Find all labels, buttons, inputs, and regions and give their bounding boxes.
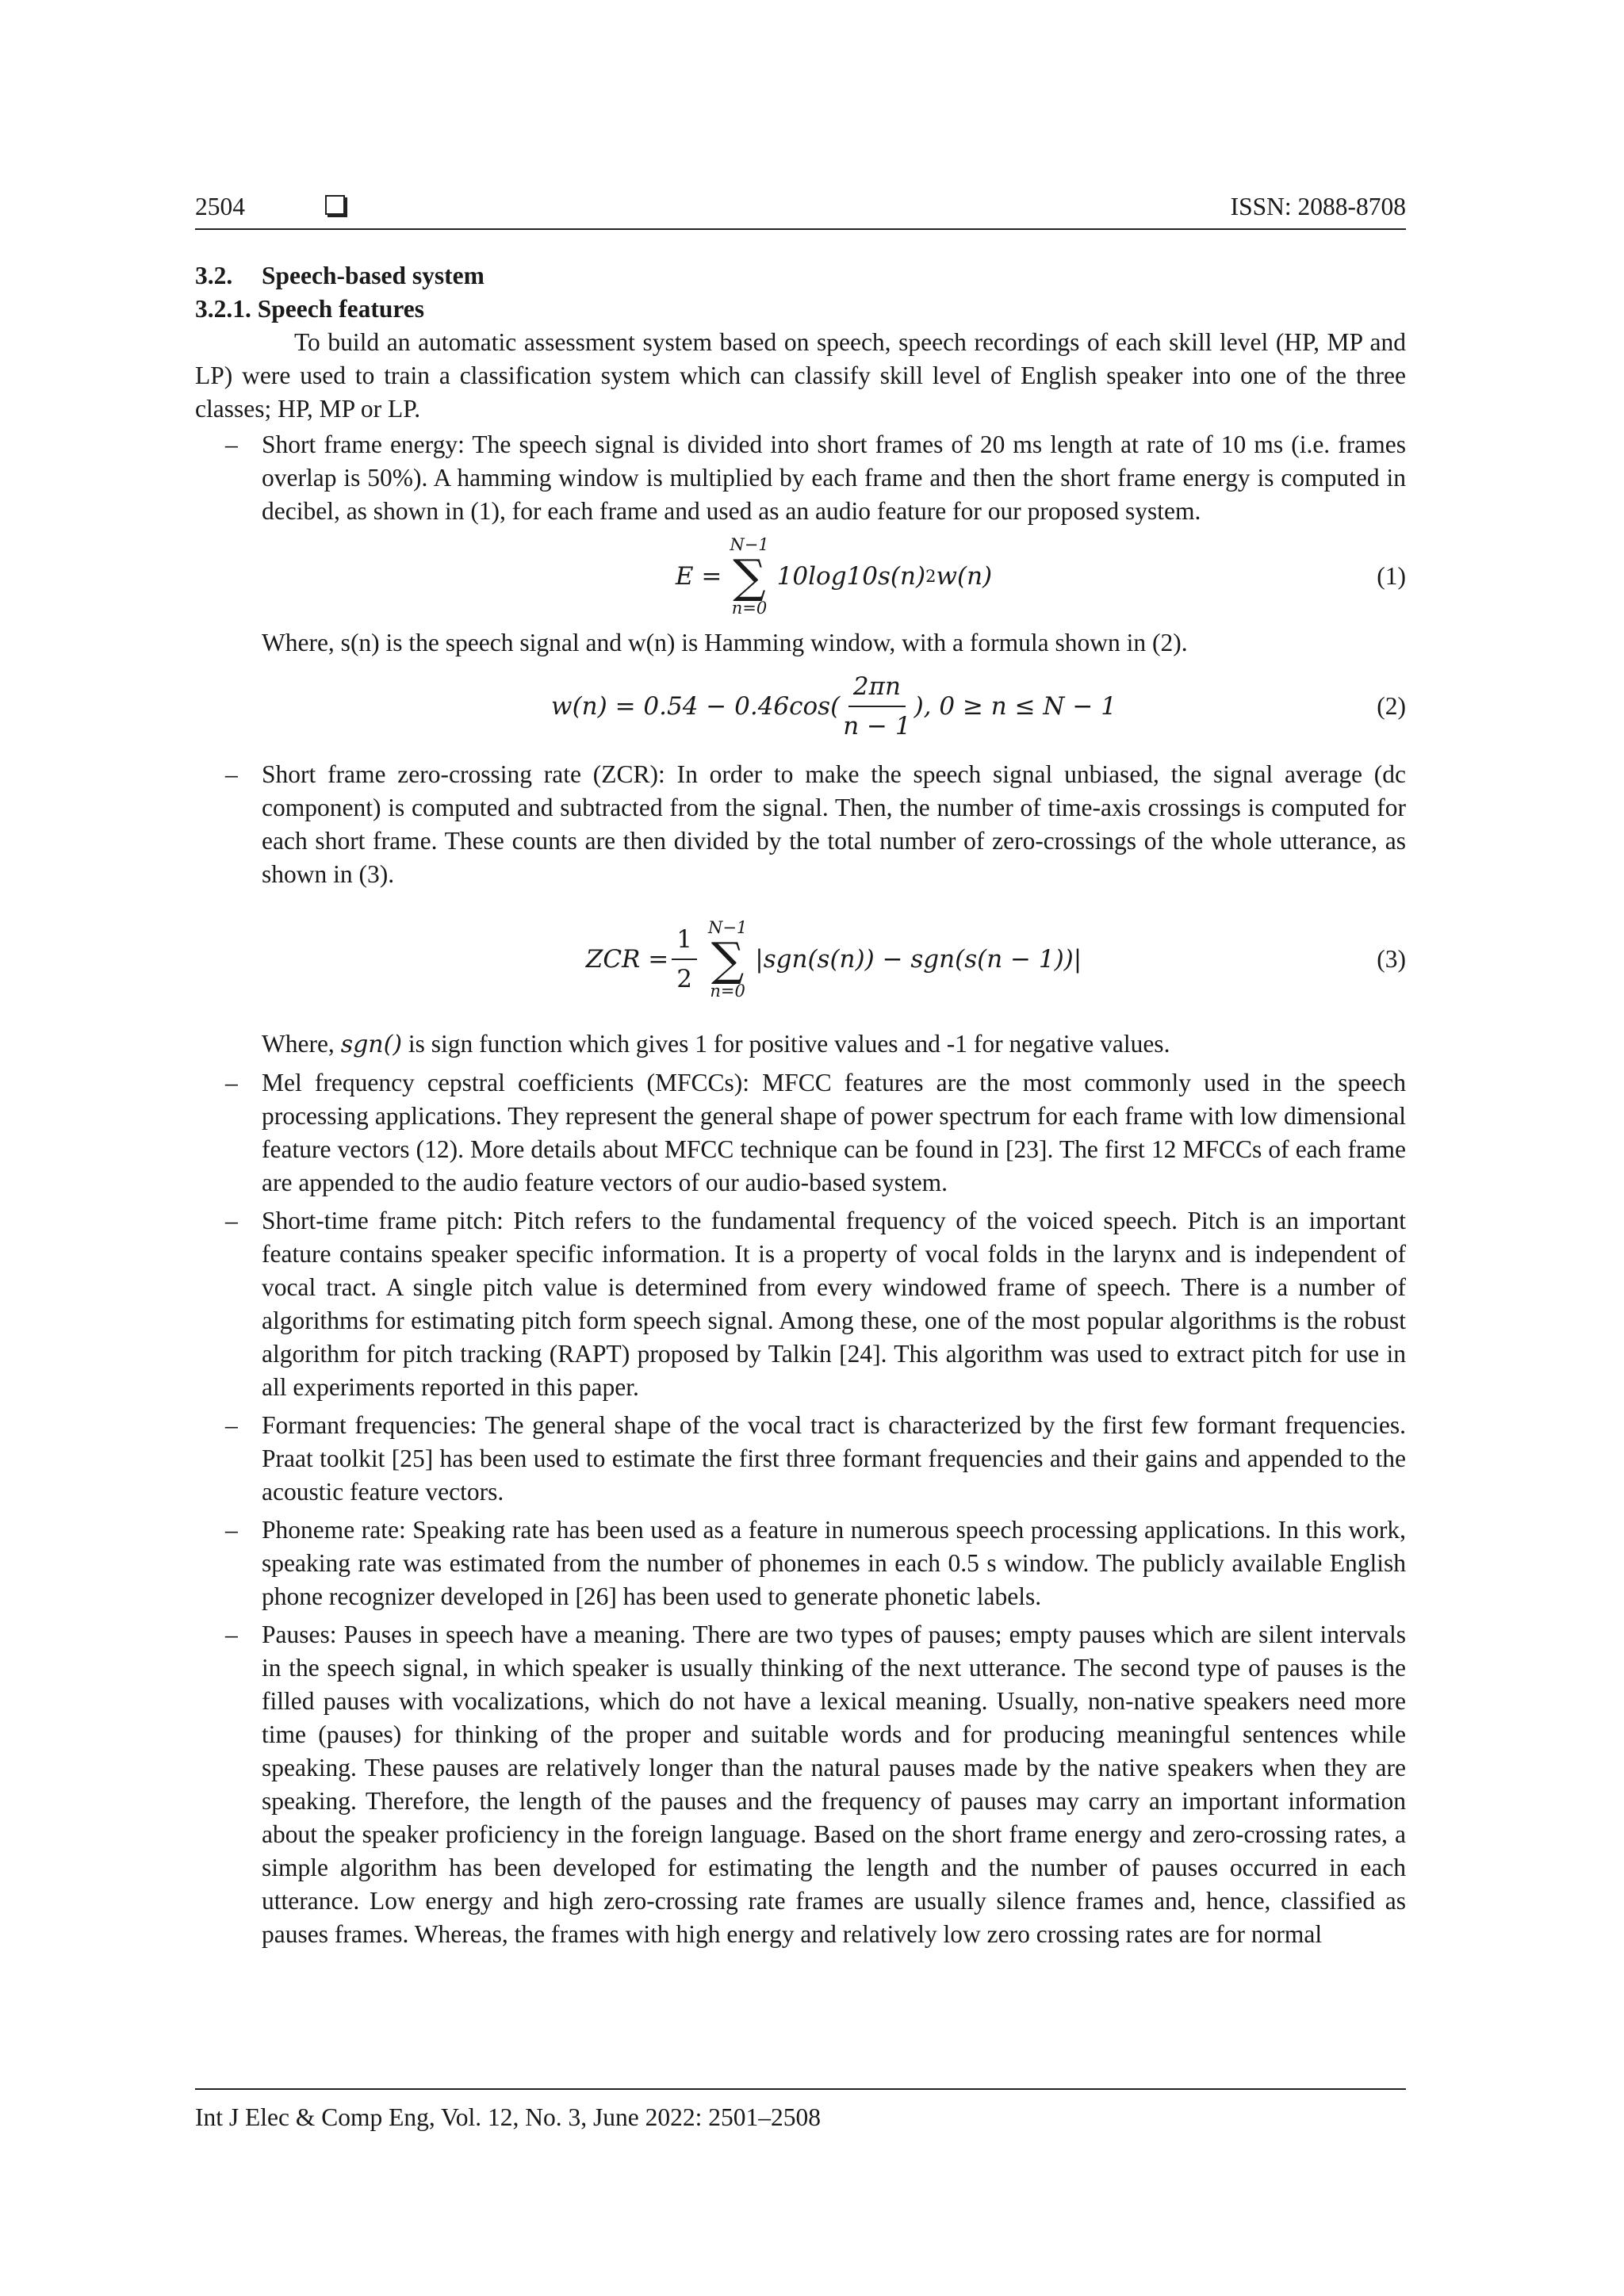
equation-1: E = N−1 ∑ n=0 10log10s(n) 2 w(n) (1): [675, 535, 1406, 618]
eq1-sum-upper: N−1: [730, 535, 769, 554]
formant-text: Formant frequencies: The general shape of the vocal tract is characterized by the first few formant frequencies. Praat toolkit [25] has been used to estimate the first three formant frequencies and their gains and appended to the acoustic feature vectors.: [262, 1411, 1406, 1506]
eq1-sum-lower: n=0: [731, 599, 768, 618]
phoneme-text: Phoneme rate: Speaking rate has been used as a feature in numerous speech processing applications. In this work, speaking rate was estimated from the number of phonemes in each 0.5 s window. The publicly available English phone recognizer developed in [26] has been used to generate phonetic labels.: [262, 1516, 1406, 1610]
subsection-heading: [195, 293, 1406, 326]
list-item-formant: [195, 1409, 1406, 1509]
eq1-summation: [730, 535, 768, 618]
list-item-phoneme-rate: [195, 1513, 1406, 1613]
eq3-number: (3): [1377, 945, 1406, 973]
eq3-body: |sgn(s(n)) − sgn(s(n − 1))|: [755, 945, 1082, 974]
page-number: 2504: [195, 193, 245, 220]
zcr-followup-pre: Where,: [262, 1030, 335, 1058]
energy-paragraph: – Short frame energy: The speech signal is divided into short frames of 20 ms length at rate of 10 ms (i.e. frames overlap is 50%). A hamming window is multiplied by each frame and then the short frame energy is computed in decibel, as shown in (1), for each frame and used as an audio feature for our proposed system.: [262, 430, 1406, 525]
list-item-short-frame-energy: [195, 428, 1406, 753]
section-heading: [195, 259, 1406, 293]
zcr-paragraph: – Short frame zero-crossing rate (ZCR): In order to make the speech signal unbiased, the signal average (dc component) is computed and subtracted from the signal. Then, the number of time-axis crossings is computed for each short frame. These counts are then divided by the total number of zero-crossings of the whole utterance, as shown in (3).: [262, 760, 1406, 888]
eq1-number: (1): [1377, 562, 1406, 590]
article-body: [195, 259, 1406, 1956]
zcr-followup-post: is sign function which gives 1 for positive values and -1 for negative values.: [408, 1030, 1170, 1058]
list-item-pauses: [195, 1618, 1406, 1951]
journal-citation: Int J Elec & Comp Eng, Vol. 12, No. 3, June 2022: 2501–2508: [195, 2103, 821, 2131]
energy-followup: Where, s(n) is the speech signal and w(n) is Hamming window, with a formula shown in (2).: [262, 629, 1188, 656]
eq1-lhs: E =: [675, 562, 722, 591]
running-header: [195, 190, 1406, 230]
eq3-sum-lower: n=0: [710, 982, 745, 1001]
running-footer: [195, 2088, 1406, 2134]
eq3-summation: [708, 918, 747, 1001]
equation-3: [262, 891, 1406, 1027]
eq2-lhs: w(n) = 0.54 − 0.46cos(: [551, 692, 841, 721]
eq3-sum-upper: N−1: [707, 918, 748, 937]
issn-label: ISSN: 2088-8708: [1230, 193, 1406, 220]
eq2-tail: ), 0 ≥ n ≤ N − 1: [914, 692, 1116, 721]
eq1-body: 10log10s(n): [776, 562, 926, 591]
eq2-denominator: n − 1: [843, 712, 911, 740]
equation-2: [262, 660, 1406, 753]
sigma-icon: ∑: [710, 932, 745, 986]
subsection-title: Speech features: [257, 295, 425, 323]
eq3-numerator: 1: [672, 925, 697, 960]
eq3-denominator: 2: [676, 965, 692, 993]
subsection-number: 3.2.1.: [195, 295, 251, 323]
eq3-lhs: ZCR =: [585, 945, 669, 974]
zcr-followup: [262, 1027, 1406, 1062]
eq2-number: (2): [1377, 692, 1406, 720]
pauses-text: Pauses: Pauses in speech have a meaning. There are two types of pauses; empty pauses which are silent intervals in the speech signal, in which speaker is usually thinking of the next utterance. The second type of pauses is the filled pauses with vocalizations, which do not have a lexical meaning. Usually, non-native speakers need more time (pauses) for thinking of the proper and suitable words and for producing meaningful sentences while speaking. These pauses are relatively longer than the natural pauses made by the native speakers when they are speaking. Therefore, the length of the pauses and the frequency of pauses may carry an important information about the speaker proficiency in the foreign language. Based on the short frame energy and zero-crossing rates, a simple algorithm has been developed for estimating the length and the number of pauses occurred in each utterance. Low energy and high zero-crossing rate frames are usually silence frames and, hence, classified as pauses frames. Whereas, the frames with high energy and relatively low zero crossing rates are for normal: [262, 1621, 1406, 1948]
sgn-symbol: sgn(): [340, 1031, 403, 1058]
intro-paragraph: To build an automatic assessment system based on speech, speech recordings of each skill level (HP, MP and LP) were used to train a classification system which can classify skill level of English speaker into one of the three classes; HP, MP or LP.: [195, 328, 1406, 423]
eq3-fraction: [672, 925, 697, 993]
eq1-tail: w(n): [936, 562, 993, 591]
eq2-fraction: [843, 672, 910, 740]
mfcc-text: Mel frequency cepstral coefficients (MFCCs): MFCC features are the most commonly used in the speech processing applications. They represent the general shape of power spectrum for each frame with low dimensional feature vectors (12). More details about MFCC technique can be found in [23]. The first 12 MFCCs of each frame are appended to the audio feature vectors of our audio-based system.: [262, 1069, 1406, 1196]
box-symbol-icon: [325, 195, 345, 215]
eq2-numerator: 2πn: [848, 672, 906, 707]
list-item-pitch: [195, 1204, 1406, 1404]
list-item-mfcc: [195, 1066, 1406, 1200]
section-title: Speech-based system: [262, 262, 485, 289]
sigma-icon: ∑: [733, 549, 766, 603]
section-number: 3.2.: [195, 262, 233, 289]
list-item-zero-crossing-rate: [195, 758, 1406, 1062]
pitch-text: Short-time frame pitch: Pitch refers to the fundamental frequency of the voiced speech. Pitch is an important feature contains speaker specific information. It is a property of vocal folds in the larynx and is independent of vocal tract. A single pitch value is determined from every windowed frame of speech. There is a number of algorithms for estimating pitch form speech signal. Among these, one of the most popular algorithms is the robust algorithm for pitch tracking (RAPT) proposed by Talkin [24]. This algorithm was used to extract pitch for use in all experiments reported in this paper.: [262, 1207, 1406, 1401]
feature-list: [195, 428, 1406, 1951]
